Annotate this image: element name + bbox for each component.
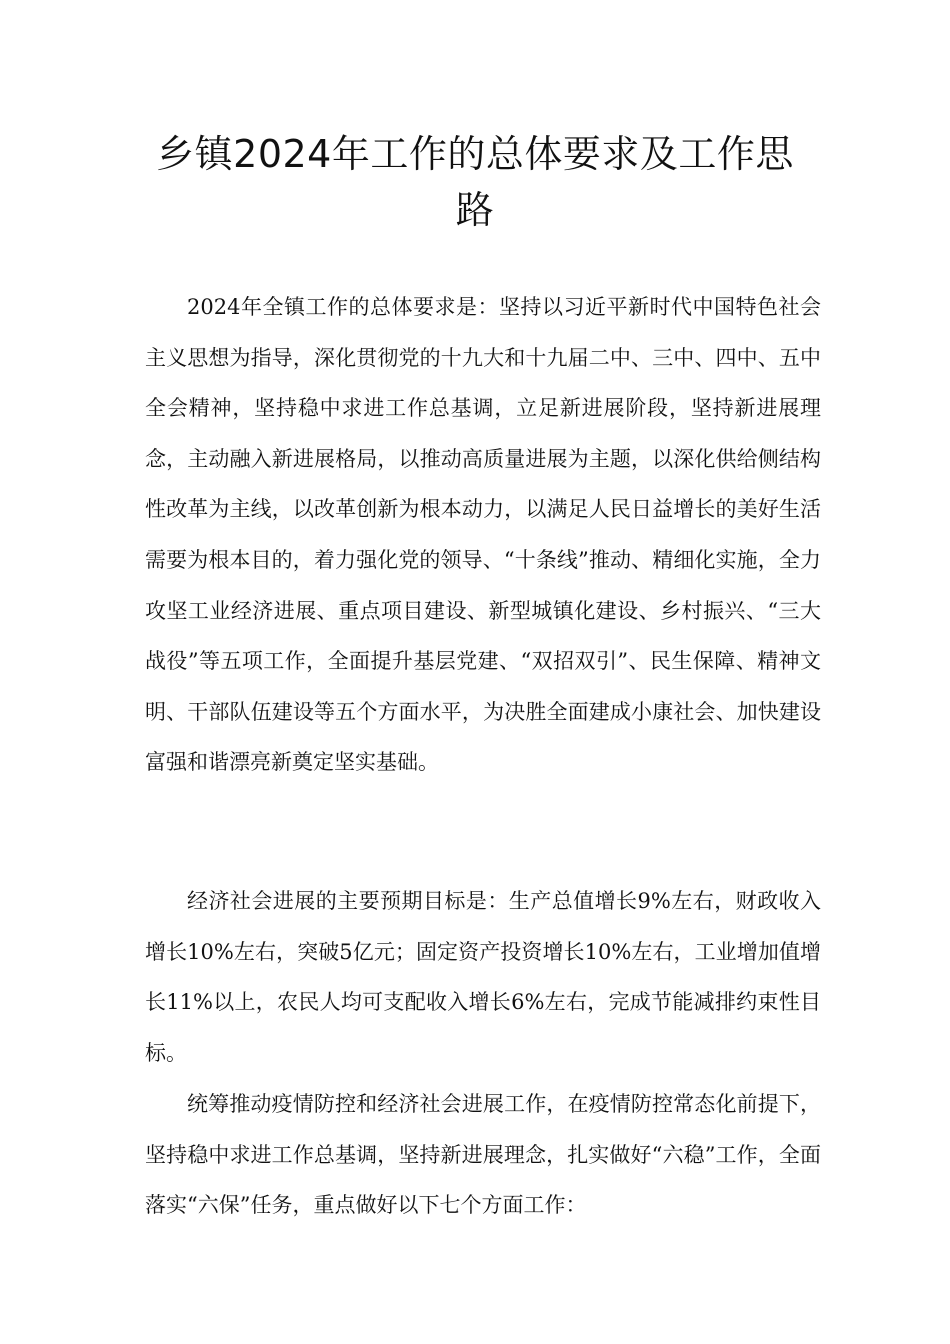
paragraph-expected-targets	[145, 876, 821, 1078]
paragraph-text: 2024年全镇工作的总体要求是：坚持以习近平新时代中国特色社会主义思想为指导，深化贯彻党的十九大和十九届二中、三中、四中、五中全会精神，坚持稳中求进工作总基调，立足新进展阶段，坚持新进展理念，主动融入新进展格局，以推动高质量进展为主题，以深化供给侧结构性改革为主线，以改革创新为根本动力，以满足人民日益增长的美好生活需要为根本目的，着力强化党的领导、“十条线”推动、精细化实施，全力攻坚工业经济进展、重点项目建设、新型城镇化建设、乡村振兴、“三大战役”等五项工作，全面提升基层党建、“双招双引”、民生保障、精神文明、干部队伍建设等五个方面水平，为决胜全面建成小康社会、加快建设富强和谐漂亮新奠定坚实基础。	[145, 295, 821, 775]
paragraph-general-requirements	[145, 282, 821, 788]
title-line-1: 乡镇2024年工作的总体要求及工作思	[156, 132, 794, 176]
paragraph-key-work	[145, 1079, 821, 1231]
document-title	[140, 126, 810, 238]
title-line-2: 路	[455, 188, 495, 232]
paragraph-text: 经济社会进展的主要预期目标是：生产总值增长9%左右，财政收入增长10%左右，突破5亿元；固定资产投资增长10%左右，工业增加值增长11%以上，农民人均可支配收入增长6%左右，完成节能减排约束性目标。	[145, 889, 821, 1065]
paragraph-text: 统筹推动疫情防控和经济社会进展工作，在疫情防控常态化前提下，坚持稳中求进工作总基调，坚持新进展理念，扎实做好“六稳”工作，全面落实“六保”任务，重点做好以下七个方面工作：	[145, 1092, 821, 1218]
